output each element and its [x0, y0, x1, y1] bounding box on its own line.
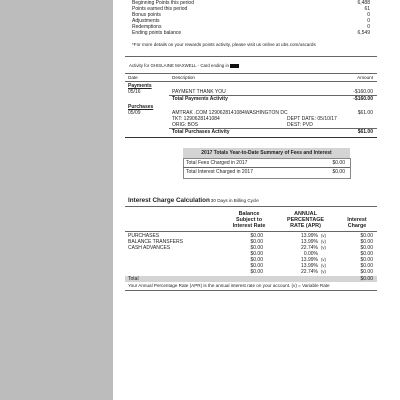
left-margin-panel: [0, 0, 113, 400]
ytd-title: 2017 Totals Year-to-Date Summary of Fees and Interest: [201, 150, 332, 156]
points-label: Redemptions: [132, 24, 162, 30]
divider: [125, 206, 377, 207]
divider: [125, 137, 377, 138]
interest-row-apr: 0.00%: [303, 251, 318, 257]
points-value: 6,549: [357, 30, 370, 36]
interest-row-flag: (v): [321, 269, 326, 274]
head-apr: PERCENTAGE: [286, 217, 325, 223]
col-amount: Amount: [357, 75, 373, 80]
purchases-heading: Purchases: [128, 104, 154, 110]
payment-date: 05/16: [128, 89, 141, 95]
ytd-interest-value: $0.00: [332, 169, 345, 175]
total-value: $0.00: [360, 276, 373, 282]
ytd-interest-label: Total Interest Charged in 2017: [186, 169, 253, 175]
interest-row-charge: $0.00: [360, 245, 373, 251]
payments-heading: Payments: [128, 83, 152, 89]
apr-footnote: Your Annual Percentage Rate (APR) is the annual interest rate on your account. (v) = Variable Rate: [128, 283, 330, 288]
col-date: Date: [128, 75, 138, 80]
total-label: Total: [128, 276, 139, 282]
divider: [125, 73, 377, 74]
divider: [183, 167, 350, 168]
interest-row-flag: (v): [321, 245, 326, 250]
divider: [125, 290, 377, 291]
payment-amount: -$160.00: [353, 89, 373, 95]
head-charge: Interest: [347, 217, 367, 223]
payments-total-label: Total Payments Activity: [172, 96, 228, 102]
purchase-origin: ORIG: BOS: [172, 122, 199, 128]
interest-row-label: CASH ADVANCES: [128, 245, 171, 251]
interest-row-charge: $0.00: [360, 251, 373, 257]
purchases-total-label: Total Purchases Activity: [172, 129, 230, 135]
interest-row-apr: 13.99%: [301, 257, 318, 263]
interest-row-flag: (v): [321, 233, 326, 238]
statement-page: [113, 0, 400, 400]
points-value: 0: [367, 18, 370, 24]
divider: [125, 81, 377, 82]
activity-title-text: Activity for GHISLAINE MAXWELL - Card ending in: [129, 63, 229, 68]
redacted-card-number: [230, 64, 239, 68]
head-balance: Subject to: [235, 217, 263, 223]
divider: [125, 231, 377, 232]
col-description: Description: [172, 75, 195, 80]
points-note: *For more details on your rewards points activity, please visit us online at ubs.com/uscards: [132, 42, 316, 47]
activity-title: [129, 63, 239, 69]
total-row-shade: [125, 276, 377, 282]
interest-row-apr: 13.99%: [301, 263, 318, 269]
points-label: Ending points balance: [132, 30, 182, 36]
interest-row-flag: (v): [321, 257, 326, 262]
interest-row-charge: $0.00: [360, 263, 373, 269]
ytd-fees-label: Total Fees Charged in 2017: [186, 160, 248, 166]
points-label: Beginning Points this period: [132, 0, 194, 6]
interest-row-balance: $0.00: [250, 245, 263, 251]
points-label: Bonus points: [132, 12, 161, 18]
interest-row-charge: $0.00: [360, 233, 373, 239]
head-apr: RATE (APR): [290, 223, 321, 229]
interest-row-charge: $0.00: [360, 239, 373, 245]
ytd-fees-value: $0.00: [332, 160, 345, 166]
points-value: 0: [367, 12, 370, 18]
interest-row-balance: $0.00: [250, 263, 263, 269]
interest-row-charge: $0.00: [360, 257, 373, 263]
payment-description: PAYMENT THANK YOU: [172, 89, 226, 95]
purchase-dept-date: DEPT DATE: 05/10/17: [287, 116, 337, 122]
interest-row-flag: (v): [321, 239, 326, 244]
interest-row-flag: (v): [321, 263, 326, 268]
interest-row-charge: $0.00: [360, 269, 373, 275]
head-charge: Charge: [347, 223, 367, 229]
purchase-ticket: TKT: 1290628141084: [172, 116, 220, 122]
head-apr: ANNUAL: [294, 211, 317, 217]
interest-row-apr: 13.99%: [301, 233, 318, 239]
interest-subtitle: - 30 Days in Billing Cycle: [208, 198, 259, 203]
interest-row-apr: 22.74%: [301, 245, 318, 251]
interest-row-apr: 22.74%: [301, 269, 318, 275]
interest-row-balance: $0.00: [250, 239, 263, 245]
interest-row-label: BALANCE TRANSFERS: [128, 239, 183, 245]
points-value: 61: [364, 6, 370, 12]
interest-row-apr: 13.99%: [301, 239, 318, 245]
purchase-amount: $61.00: [357, 110, 373, 116]
head-balance: Balance: [238, 211, 260, 217]
purchase-destination: DEST: PVD: [287, 122, 313, 128]
points-value: 0: [367, 24, 370, 30]
purchase-date: 05/09: [128, 110, 141, 116]
interest-row-balance: $0.00: [250, 269, 263, 275]
points-label: Points earned this period: [132, 6, 188, 12]
interest-row-balance: $0.00: [250, 233, 263, 239]
purchases-total: $61.00: [357, 129, 373, 135]
interest-row-label: PURCHASES: [128, 233, 160, 239]
interest-row-balance: $0.00: [250, 257, 263, 263]
interest-title: Interest Charge Calculation: [128, 197, 210, 204]
interest-row-balance: $0.00: [250, 251, 263, 257]
purchase-description: AMTRAK .COM 1290628141084WASHINGTON DC: [172, 110, 288, 116]
points-label: Adjustments: [132, 18, 160, 24]
points-value: 6,488: [357, 0, 370, 6]
payments-total: -$160.00: [353, 96, 373, 102]
divider: [125, 56, 377, 57]
head-balance: Interest Rate: [232, 223, 266, 229]
